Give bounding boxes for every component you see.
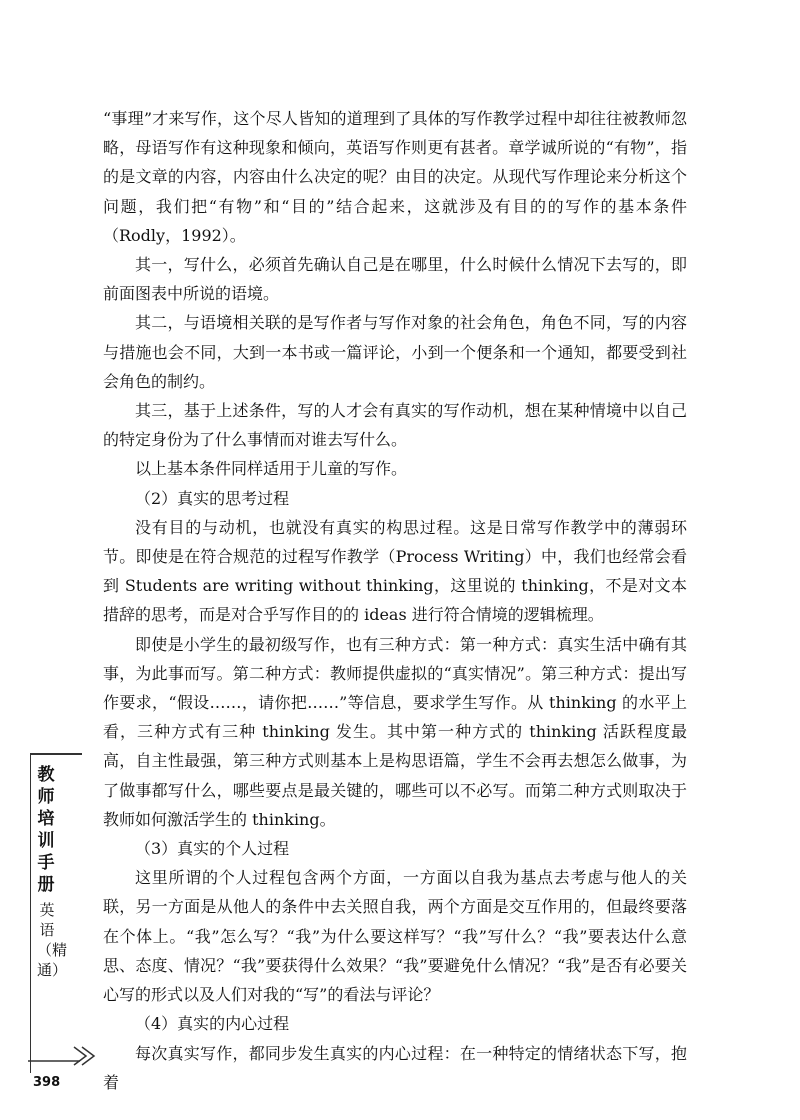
- side-tab-vertical-rule: [30, 753, 31, 1073]
- side-tab-subtitle: 英语（精通）: [37, 901, 68, 979]
- section-heading: （3）真实的个人过程: [135, 839, 290, 859]
- section-heading: （4）真实的内心过程: [135, 1014, 290, 1034]
- page-arrow-icon: [28, 1043, 98, 1069]
- side-tab-title: 教师培训手册: [37, 765, 55, 895]
- side-tab-top-rule: [30, 753, 82, 755]
- paragraph: 以上基本条件同样适用于儿童的写作。: [135, 459, 408, 479]
- paragraph: 其二，与语境相关联的是写作者与写作对象的社会角色，角色不同，写的内容与措施也会不同，大到一本书或一篇评论，小到一个便条和一个通知，都要受到社会角色的制约。: [103, 313, 687, 391]
- paragraph: 每次真实写作，都同步发生真实的内心过程：在一种特定的情绪状态下写，抱着: [103, 1043, 687, 1092]
- paragraph: 没有目的与动机，也就没有真实的构思过程。这是日常写作教学中的薄弱环节。即使是在符合规范的过程写作教学（Process Writing）中，我们也经常会看到 Students are writing without thinking，这里说的 thinking，不是对文本措辞的思考，而是对合乎写作目的的 ideas 进行符合情境的逻辑梳理。: [103, 517, 687, 625]
- paragraph: 其三，基于上述条件，写的人才会有真实的写作动机，想在某种情境中以自己的特定身份为了什么事情而对谁去写什么。: [103, 401, 687, 450]
- main-text: [103, 104, 687, 1097]
- paragraph: 其一，写什么，必须首先确认自己是在哪里，什么时候什么情况下去写的，即前面图表中所说的语境。: [103, 255, 687, 304]
- page-number: 398: [33, 1075, 61, 1090]
- side-tab: [0, 0, 100, 1120]
- paragraph: “事理”才来写作，这个尽人皆知的道理到了具体的写作教学过程中却往往被教师忽略，母语写作有这种现象和倾向，英语写作则更有甚者。章学诚所说的“有物”，指的是文章的内容，内容由什么决定的呢？由目的决定。从现代写作理论来分析这个问题，我们把“有物”和“目的”结合起来，这就涉及有目的的写作的基本条件（Rodly，1992）。: [103, 109, 687, 245]
- paragraph: 即使是小学生的最初级写作，也有三种方式：第一种方式：真实生活中确有其事，为此事而写。第二种方式：教师提供虚拟的“真实情况”。第三种方式：提出写作要求，“假设……，请你把……”等信息，要求学生写作。从 thinking 的水平上看，三种方式有三种 thinking 发生。其中第一种方式的 thinking 活跃程度最高，自主性最强，第三种方式则基本上是构思语篇，学生不会再去想怎么做事，为了做事都写什么，哪些要点是最关键的，哪些可以不必写。而第二种方式则取决于教师如何激活学生的 thinking。: [103, 634, 687, 829]
- paragraph: 这里所谓的个人过程包含两个方面，一方面以自我为基点去考虑与他人的关联，另一方面是从他人的条件中去关照自我，两个方面是交互作用的，但最终要落在个体上。“我”怎么写？“我”为什么要这样写？“我”写什么？“我”要表达什么意思、态度、情况？“我”要获得什么效果？“我”要避免什么情况？“我”是否有必要关心写的形式以及人们对我的“写”的看法与评论？: [103, 868, 687, 1005]
- section-heading: （2）真实的思考过程: [135, 488, 290, 508]
